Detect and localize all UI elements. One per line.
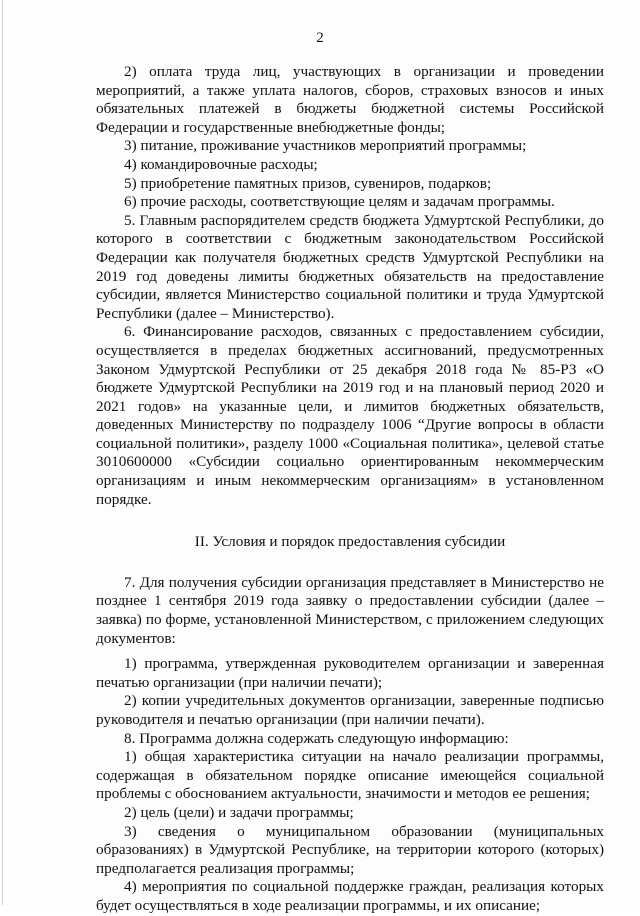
page-number: 2 xyxy=(316,30,324,46)
paragraph: 2) оплата труда лиц, участвующих в организации и проведении мероприятий, а также уплата налогов, сборов, страховых взносов и иных обязательных платежей в бюджеты бюджетной системы Российской Федерации и государственные внебюджетные фонды; xyxy=(96,63,604,136)
paragraph: 1) общая характеристика ситуации на начало реализации программы, содержащая в обязательном порядке описание имеющейся социальной проблемы с обоснованием актуальности, значимости и методов ее решения; xyxy=(96,748,604,803)
paragraph: 8. Программа должна содержать следующую информацию: xyxy=(124,729,509,747)
section-heading: II. Условия и порядок предоставления субсидии xyxy=(194,533,506,551)
paragraph: 4) командировочные расходы; xyxy=(124,155,318,173)
paragraph: 6. Финансирование расходов, связанных с предоставлением субсидии, осуществляется в пределах бюджетных ассигнований, предусмотренных Законом Удмуртской Республики от 25 декабря 2018 года № 85-РЗ «О бюджете Удмуртской Республики на 2019 год и на плановый период 2020 и 2021 годов» на указанные цели, и лимитов бюджетных обязательств, доведенных Министерству по подразделу 1006 “Другие вопросы в области социальной политики», разделу 1000 «Социальная политика», целевой статье 3010600000 «Субсидии социально ориентированным некоммерческим организациям и иным некоммерческим организациям» в установленном порядке. xyxy=(96,323,604,508)
paragraph: 2) копии учредительных документов организации, заверенные подписью руководителя и печатью организации (при наличии печати). xyxy=(96,692,604,728)
paragraph: 7. Для получения субсидии организация представляет в Министерство не позднее 1 сентября 2019 года заявку о предоставлении субсидии (далее – заявка) по форме, установленной Министерством, с приложением следующих документов: xyxy=(96,573,604,647)
paragraph: 5) приобретение памятных призов, сувениров, подарков; xyxy=(124,174,492,192)
paragraph: 4) мероприятия по социальной поддержке граждан, реализация которых будет осуществляться в ходе реализации программы, и их описание; xyxy=(96,878,604,914)
document-body xyxy=(96,63,604,916)
paragraph: 6) прочие расходы, соответствующие целям и задачам программы. xyxy=(124,193,555,211)
paragraph: 3) сведения о муниципальном образовании (муниципальных образованиях) в Удмуртской Республике, на территории которого (которых) предполагается реализация программы; xyxy=(96,822,604,877)
paragraph: 3) питание, проживание участников мероприятий программы; xyxy=(124,137,527,155)
paragraph: 1) программа, утвержденная руководителем организации и заверенная печатью организации (при наличии печати); xyxy=(96,655,604,691)
paragraph: 2) цель (цели) и задачи программы; xyxy=(124,803,354,821)
scan-edge-line xyxy=(2,0,3,905)
paragraph: 5. Главным распорядителем средств бюджета Удмуртской Республики, до которого в соответствии с бюджетным законодательством Российской Федерации как получателя бюджетных средств Удмуртской Республики на 2019 год доведены лимиты бюджетных обязательств на предоставление субсидии, является Министерство социальной политики и труда Удмуртской Республики (далее – Министерство). xyxy=(96,211,604,322)
